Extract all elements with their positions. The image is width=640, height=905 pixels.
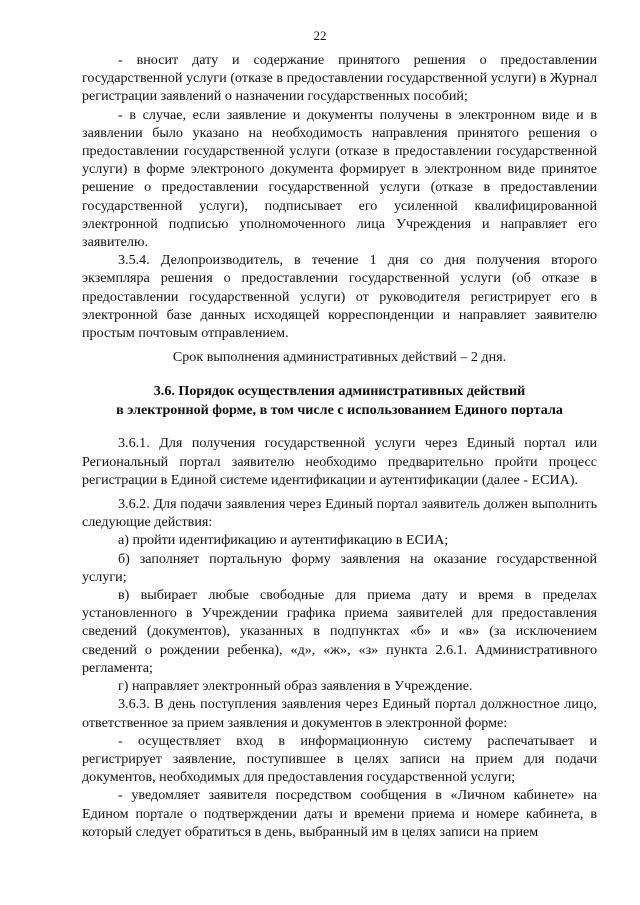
list-item-a: а) пройти идентификацию и аутентификацию в ЕСИА;	[118, 532, 449, 549]
list-item-v: в) выбирает любые свободные для приема дату и время в пределах установленного в Учреждении графика приема заявителей для предоставления сведений (документов), указанных в подпунктах «б» и «в» (за исключением сведений о рождении ребенка), «д», «ж», «з» пункта 2.6.1. Административного регламента;	[82, 587, 597, 676]
section-heading-3-6	[82, 382, 597, 420]
paragraph-registration: - осуществляет вход в информационную систему распечатывает и регистрирует заявление, поступившее в целях записи на прием для подачи документов, необходимых для предоставления государственной услуги;	[82, 732, 597, 786]
paragraph-3-6-3: 3.6.3. В день поступления заявления через Единый портал должностное лицо, ответственное за прием заявления и документов в электронной форме:	[82, 696, 597, 731]
section-heading-line-2: в электронной форме, в том числе с использованием Единого портала	[116, 402, 563, 419]
page-number: 22	[313, 28, 327, 43]
paragraph-electronic-decision: - в случае, если заявление и документы получены в электронном виде и в заявлении было указано на необходимость направления принятого решения о предоставлении государственной услуги (отказе в предоставлении государственной услуги) в форме электроного документа формирует в электронном виде принятое решение о предоставлении государственной услуги (отказе в предоставлении государственной услуги), подписывает его усиленной квалифицированной электронной подписью уполномоченного лица Учреждения и направляет его заявителю.	[82, 106, 597, 251]
list-item-g: г) направляет электронный образ заявления в Учреждение.	[118, 678, 473, 695]
document-body	[82, 51, 597, 841]
section-heading-line-1: 3.6. Порядок осуществления административных действий	[153, 383, 526, 400]
paragraph-journal-entry: - вносит дату и содержание принятого решения о предоставлении государственной услуги (отказе в предоставлении государственной услуги) в Журнал регистрации заявлений о назначении государственных пособий;	[82, 52, 597, 105]
list-item-b: б) заполняет портальную форму заявления на оказание государственной услуги;	[82, 550, 597, 585]
paragraph-3-6-1: 3.6.1. Для получения государственной услуги через Единый портал или Региональный портал заявителю необходимо предварительно пройти процесс регистрации в Единой системе идентификации и аутентификации (далее - ЕСИА).	[82, 435, 597, 488]
paragraph-notification: - уведомляет заявителя посредством сообщения в «Личном кабинете» на Едином портале о подтверждении даты и времени приема и номере кабинета, в который следует обратиться в день, выбранный им в целях записи на прием	[82, 787, 597, 840]
paragraph-3-6-2: 3.6.2. Для подачи заявления через Единый портал заявитель должен выполнить следующие действия:	[82, 496, 597, 531]
paragraph-3-5-4: 3.5.4. Делопроизводитель, в течение 1 дня со дня получения второго экземпляра решения о предоставлении государственной услуги (об отказе в предоставлении государственной услуги) от руководителя регистрирует его в электронной базе данных исходящей корреспонденции и направляет заявителю простым почтовым отправлением.	[82, 252, 597, 342]
term-line: Срок выполнения административных действий – 2 дня.	[172, 349, 507, 366]
